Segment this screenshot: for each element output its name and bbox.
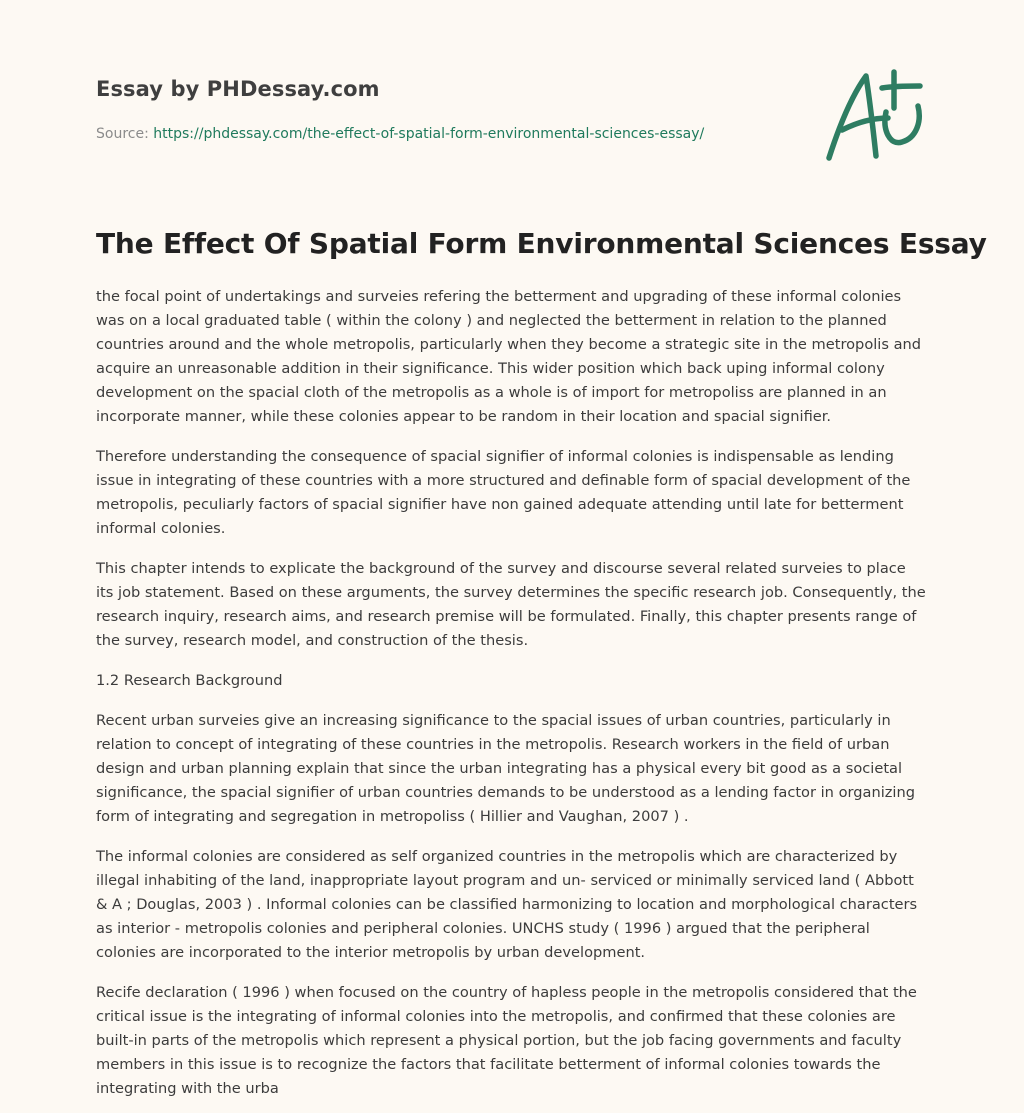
source-link[interactable]: https://phdessay.com/the-effect-of-spatial-form-environmental-sciences-essay/ (153, 126, 705, 142)
source-line (96, 124, 856, 144)
essay-paragraph: Recent urban surveies give an increasing significance to the spacial issues of urban countries, particularly in relation to concept of integrating of these countries in the metropolis. Research workers in the field of urban design and urban planning explain that since the urban integrating has a physical every bit good as a societal significance, the spacial signifier of urban countries demands to be understood as a lending factor in organizing form of integrating and segregation in metropoliss ( Hillier and Vaughan, 2007 ) . (96, 712, 915, 825)
essay-paragraph: the focal point of undertakings and surveies refering the betterment and upgrading of these informal colonies was on a local graduated table ( within the colony ) and neglected the betterment in relation to the planned countries around and the whole metropolis, particularly when they become a strategic site in the metropolis and acquire an unreasonable addition in their significance. This wider position which back uping informal colony development on the spacial cloth of the metropolis as a whole is of import for metropoliss are planned in an incorporate manner, while these colonies appear to be random in their location and spacial signifier. (96, 288, 922, 425)
a-plus-grade-icon (820, 66, 930, 166)
page-header (96, 72, 856, 144)
essay-paragraph: This chapter intends to explicate the background of the survey and discourse several related surveies to place its job statement. Based on these arguments, the survey determines the specific research job. Consequently, the research inquiry, research aims, and research premise will be formulated. Finally, this chapter presents range of the survey, research model, and construction of the thesis. (96, 560, 926, 649)
essay-body (96, 285, 926, 1113)
source-label: Source: (96, 126, 154, 142)
section-heading: 1.2 Research Background (96, 672, 283, 689)
essay-paragraph: The informal colonies are considered as self organized countries in the metropolis which are characterized by illegal inhabiting of the land, inappropriate layout program and un- serviced or minimally serviced land ( Abbott & A ; Douglas, 2003 ) . Informal colonies can be classified harmonizing to location and morphological characters as interior - metropolis colonies and peripheral colonies. UNCHS study ( 1996 ) argued that the peripheral colonies are incorporated to the interior metropolis by urban development. (96, 848, 918, 961)
site-brand: Essay by PHDessay.com (96, 77, 380, 101)
essay-title: The Effect Of Spatial Form Environmental Sciences Essay (96, 227, 987, 260)
essay-paragraph: Recife declaration ( 1996 ) when focused on the country of hapless people in the metropolis considered that the critical issue is the integrating of informal colonies into the metropolis, and confirmed that these colonies are built-in parts of the metropolis which represent a physical portion, but the job facing governments and faculty members in this issue is to recognize the factors that facilitate betterment of informal colonies towards the integrating with the urba (96, 984, 917, 1097)
essay-paragraph: Therefore understanding the consequence of spacial signifier of informal colonies is indispensable as lending issue in integrating of these countries with a more structured and definable form of spacial development of the metropolis, peculiarly factors of spacial signifier have non gained adequate attending until late for betterment informal colonies. (96, 448, 911, 537)
